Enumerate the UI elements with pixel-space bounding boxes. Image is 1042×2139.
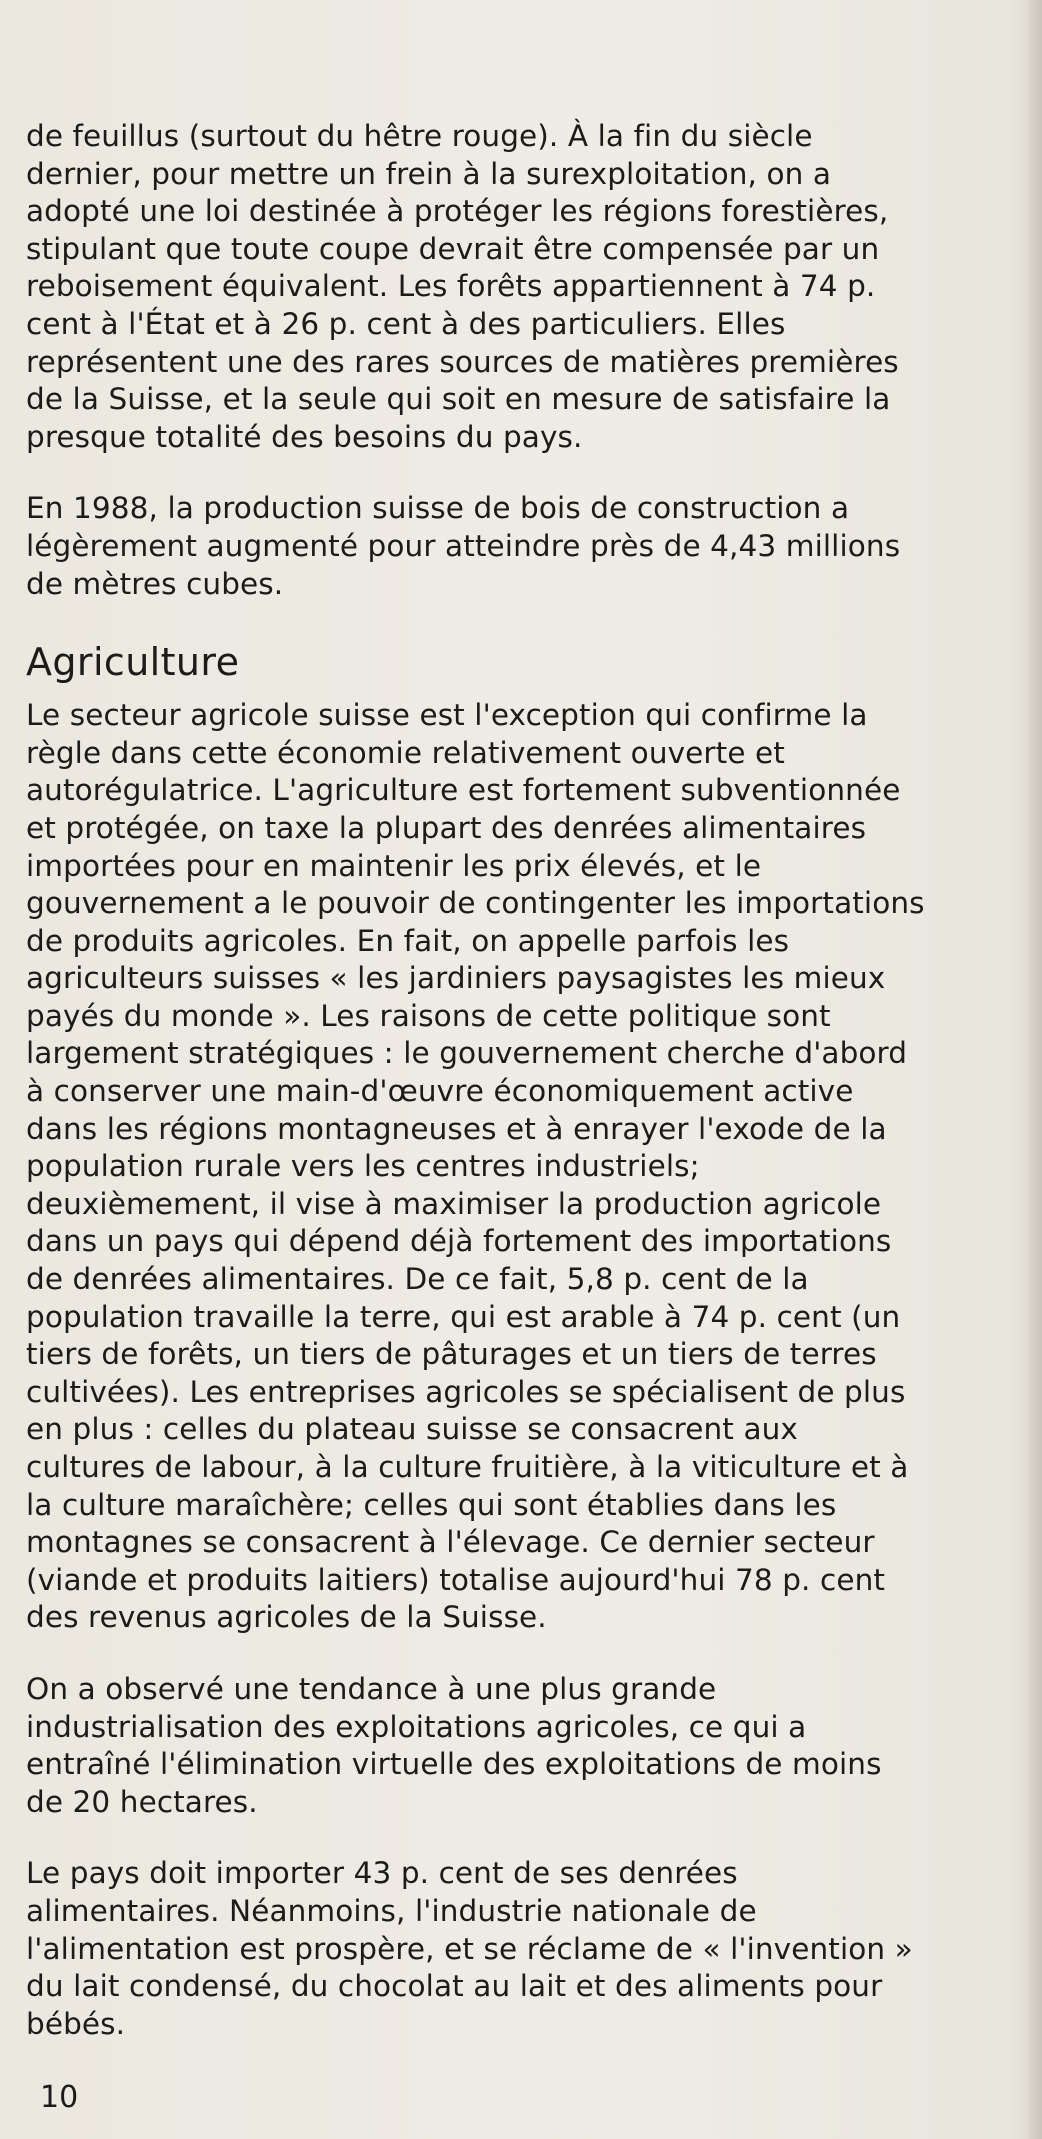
agriculture-paragraph: Le secteur agricole suisse est l'exception qui confirme la règle dans cette économie relativement ouverte et autorégulatrice. L'agriculture est fortement subventionnée et protégée, on taxe la plupart des denrées alimentaires importées pour en maintenir les prix élevés, et le gouvernement a le pouvoir de contingenter les importations de produits agricoles. En fait, on appelle parfois les agriculteurs suisses « les jardiniers paysagistes les mieux payés du monde ». Les raisons de cette politique sont largement stratégiques : le gouvernement cherche d'abord à conserver une main-d'œuvre économiquement active dans les régions montagneuses et à enrayer l'exode de la population rurale vers les centres industriels; deuxièmement, il vise à maximiser la production agricole dans un pays qui dépend déjà fortement des importations de denrées alimentaires. De ce fait, 5,8 p. cent de la population travaille la terre, qui est arable à 74 p. cent (un tiers de forêts, un tiers de pâturages et un tiers de terres cultivées). Les entreprises agricoles se spécialisent de plus en plus : celles du plateau suisse se consacrent aux cultures de labour, à la culture fruitière, à la viticulture et à la culture maraîchère; celles qui sont établies dans les montagnes se consacrent à l'élevage. Ce dernier secteur (viande et produits laitiers) totalise aujourd'hui 78 p. cent des revenus agricoles de la Suisse. — [26, 698, 925, 1635]
forest-paragraph: de feuillus (surtout du hêtre rouge). À la fin du siècle dernier, pour mettre un frein à la surexploitation, on a adopté une loi destinée à protéger les régions forestières, stipulant que toute coupe devrait être compensée par un reboisement équivalent. Les forêts appartiennent à 74 p. cent à l'État et à 26 p. cent à des particuliers. Elles représentent une des rares sources de matières premières de la Suisse, et la seule qui soit en mesure de satisfaire la presque totalité des besoins du pays. — [26, 119, 899, 454]
food-import-paragraph: Le pays doit importer 43 p. cent de ses denrées alimentaires. Néanmoins, l'industrie nationale de l'alimentation est prospère, et se réclame de « l'invention » du lait condensé, du chocolat au lait et des aliments pour bébés. — [26, 1856, 913, 2041]
page-edge — [1028, 0, 1042, 2139]
section-heading-agriculture: Agriculture — [26, 640, 240, 685]
page-number: 10 — [40, 2080, 79, 2115]
industrialisation-paragraph: On a observé une tendance à une plus grande industrialisation des exploitations agricoles, ce qui a entraîné l'élimination virtuelle des exploitations de moins de 20 hectares. — [26, 1671, 882, 1819]
wood-production-paragraph: En 1988, la production suisse de bois de construction a légèrement augmenté pour atteindre près de 4,43 millions de mètres cubes. — [26, 491, 901, 601]
text-column — [26, 118, 926, 2077]
